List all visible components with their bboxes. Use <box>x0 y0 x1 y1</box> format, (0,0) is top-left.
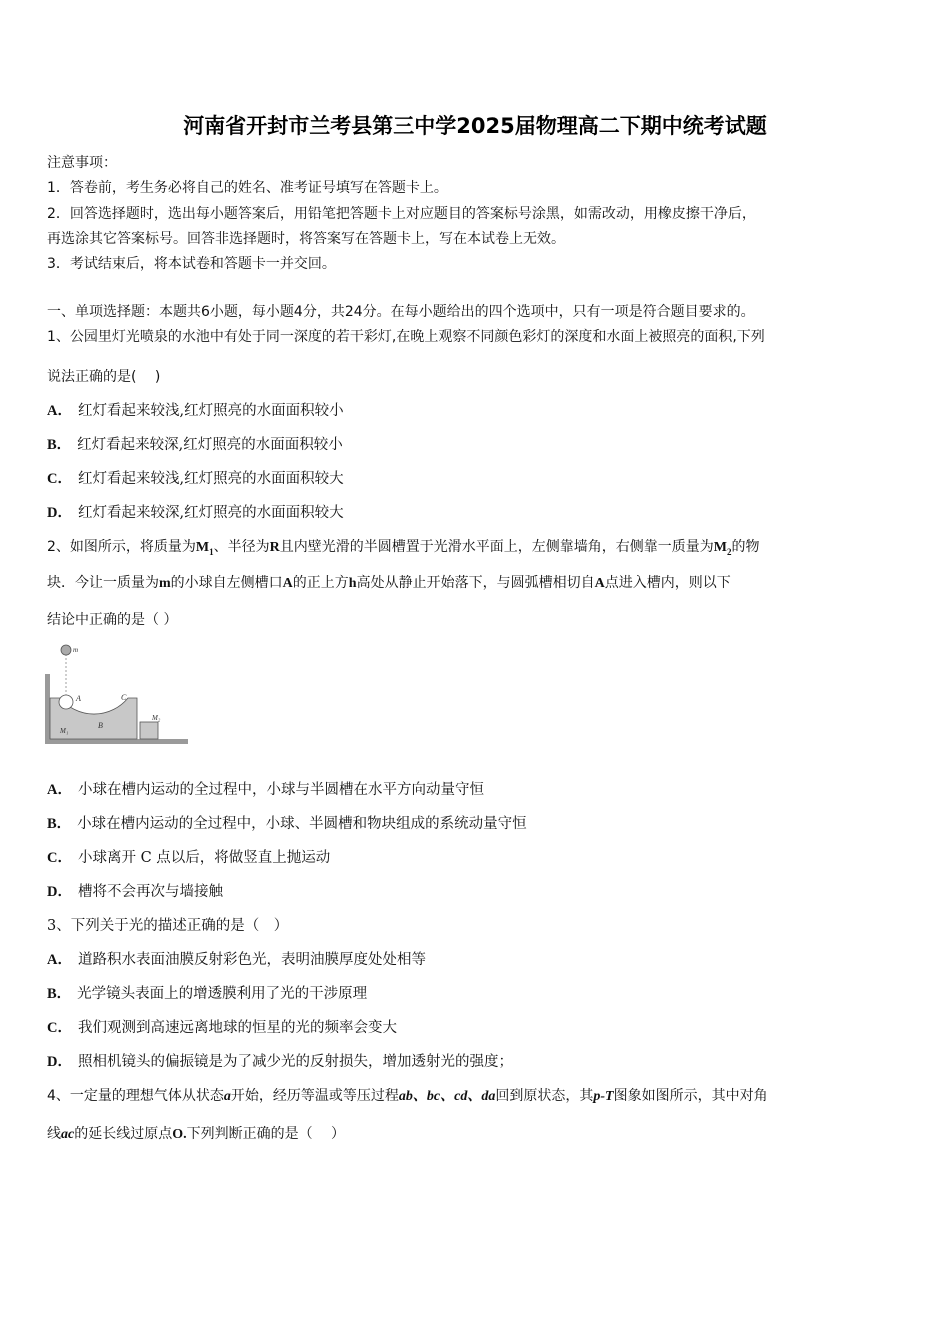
label-M2: M₂ <box>152 714 161 722</box>
option-text: 小球在槽内运动的全过程中，小球与半圆槽在水平方向动量守恒 <box>77 782 484 798</box>
label-A: A <box>76 694 81 703</box>
q2-stem-line2 <box>47 572 731 592</box>
option-letter: A． <box>47 782 72 798</box>
var-M1 <box>196 540 214 555</box>
q2-option-a <box>47 778 484 799</box>
q3-option-c <box>47 1016 397 1037</box>
option-letter: B． <box>47 437 72 453</box>
option-text: 小球在槽内运动的全过程中，小球、半圆槽和物块组成的系统动量守恒 <box>77 816 527 832</box>
text: 2、如图所示，将质量为 <box>47 539 196 555</box>
option-text: 红灯看起来较深,红灯照亮的水面面积较小 <box>77 437 343 453</box>
process-list: ab、bc、cd、da <box>398 1089 496 1104</box>
label-m: m <box>73 646 79 654</box>
text: 的物 <box>731 539 760 555</box>
text: 点进入槽内，则以下 <box>604 575 731 591</box>
option-text: 光学镜头表面上的增透膜利用了光的干涉原理 <box>77 986 368 1002</box>
label-C: C <box>121 693 127 702</box>
var-M2 <box>714 540 732 555</box>
q2-option-c <box>47 846 330 867</box>
label-B: B <box>98 721 103 730</box>
option-letter: D． <box>47 505 72 521</box>
text: 高处从静止开始落下，与圆弧槽相切自 <box>356 575 595 591</box>
q3-option-d <box>47 1050 513 1071</box>
text: M <box>195 540 210 555</box>
notice-item-2: 2．回答选择题时，选出每小题答案后，用铅笔把答题卡上对应题目的答案标号涂黑，如需改动，用橡皮擦干净后， <box>47 206 756 222</box>
q1-option-b <box>47 433 343 454</box>
var-ac: ac <box>61 1127 75 1142</box>
option-text: 红灯看起来较浅,红灯照亮的水面面积较大 <box>77 471 344 487</box>
text: 的小球自左侧槽口 <box>170 575 283 591</box>
q3-option-b <box>47 982 367 1003</box>
q2-stem-line1 <box>47 536 759 557</box>
text: 的延长线过原点 <box>74 1126 173 1142</box>
subscript: 1 <box>209 546 214 557</box>
q3-option-a <box>47 948 426 969</box>
option-text: 红灯看起来较深,红灯照亮的水面面积较大 <box>77 505 344 521</box>
text: 且内壁光滑的半圆槽置于光滑水平面上，左侧靠墙角，右侧靠一质量为 <box>279 539 714 555</box>
q3-stem: 3、下列关于光的描述正确的是（ ） <box>47 918 289 934</box>
text: 的正上方 <box>292 575 349 591</box>
text: 图象如图所示，其中对角 <box>613 1088 768 1104</box>
q2-option-b <box>47 812 527 833</box>
text: 线 <box>47 1126 61 1142</box>
text: 开始，经历等温或等压过程 <box>230 1088 399 1104</box>
q1-option-a <box>47 399 344 420</box>
q4-stem-line2 <box>47 1123 345 1143</box>
document-title: 河南省开封市兰考县第三中学2025届物理高二下期中统考试题 <box>183 114 767 138</box>
q1-option-c <box>47 467 344 488</box>
text: 下列判断正确的是（ ） <box>186 1126 346 1142</box>
q2-stem-line3: 结论中正确的是（ ） <box>47 612 178 628</box>
notice-item-2-cont: 再选涂其它答案标号。回答非选择题时，将答案写在答题卡上，写在本试卷上无效。 <box>47 231 565 247</box>
option-text: 道路积水表面油膜反射彩色光，表明油膜厚度处处相等 <box>77 952 426 968</box>
option-letter: B． <box>47 986 72 1002</box>
option-letter: C． <box>47 471 72 487</box>
section-heading: 一、单项选择题：本题共6小题，每小题4分，共24分。在每小题给出的四个选项中，只有一项是符合题目要求的。 <box>47 304 755 320</box>
option-letter: A． <box>47 403 72 419</box>
text: M <box>713 540 727 555</box>
q4-stem-line1 <box>47 1085 768 1105</box>
option-text: 红灯看起来较浅,红灯照亮的水面面积较小 <box>77 403 344 419</box>
var-A: A <box>594 576 605 591</box>
option-text: 小球离开 C 点以后，将做竖直上抛运动 <box>77 850 331 866</box>
var-h: h <box>348 576 357 591</box>
var-m: m <box>159 576 171 591</box>
option-text: 槽将不会再次与墙接触 <box>77 884 223 900</box>
q1-stem-line1: 1、公园里灯光喷泉的水池中有处于同一深度的若干彩灯,在晚上观察不同颜色彩灯的深度和水面上被照亮的面积,下列 <box>47 329 765 345</box>
text: 回到原状态，其 <box>495 1088 594 1104</box>
q2-option-d <box>47 880 223 901</box>
option-text: 照相机镜头的偏振镜是为了减少光的反射损失，增加透射光的强度； <box>77 1054 513 1070</box>
notice-item-3: 3．考试结束后，将本试卷和答题卡一并交回。 <box>47 256 336 272</box>
q1-stem-line2: 说法正确的是( ) <box>47 369 161 385</box>
label-M1: M₁ <box>60 727 69 735</box>
option-letter: D． <box>47 884 72 900</box>
subscript: 2 <box>726 546 732 557</box>
option-letter: C． <box>47 1020 72 1036</box>
option-text: 我们观测到高速远离地球的恒星的光的频率会变大 <box>77 1020 397 1036</box>
var-pT: p-T <box>593 1089 614 1104</box>
q1-option-d <box>47 501 344 522</box>
option-letter: D． <box>47 1054 72 1070</box>
text: 4、一定量的理想气体从状态 <box>47 1088 224 1104</box>
var-a: a <box>223 1089 231 1104</box>
notice-item-1: 1．答卷前，考生务必将自己的姓名、准考证号填写在答题卡上。 <box>47 180 448 196</box>
var-R: R <box>269 540 280 555</box>
notice-heading: 注意事项： <box>47 155 117 171</box>
option-letter: C． <box>47 850 72 866</box>
option-letter: A． <box>47 952 72 968</box>
text: 块．今让一质量为 <box>47 575 159 591</box>
half-pipe-diagram <box>44 642 189 748</box>
half-pipe-figure <box>44 642 189 748</box>
var-A: A <box>282 576 293 591</box>
text: 、半径为 <box>213 539 270 555</box>
var-O: O. <box>172 1127 187 1142</box>
option-letter: B． <box>47 816 72 832</box>
